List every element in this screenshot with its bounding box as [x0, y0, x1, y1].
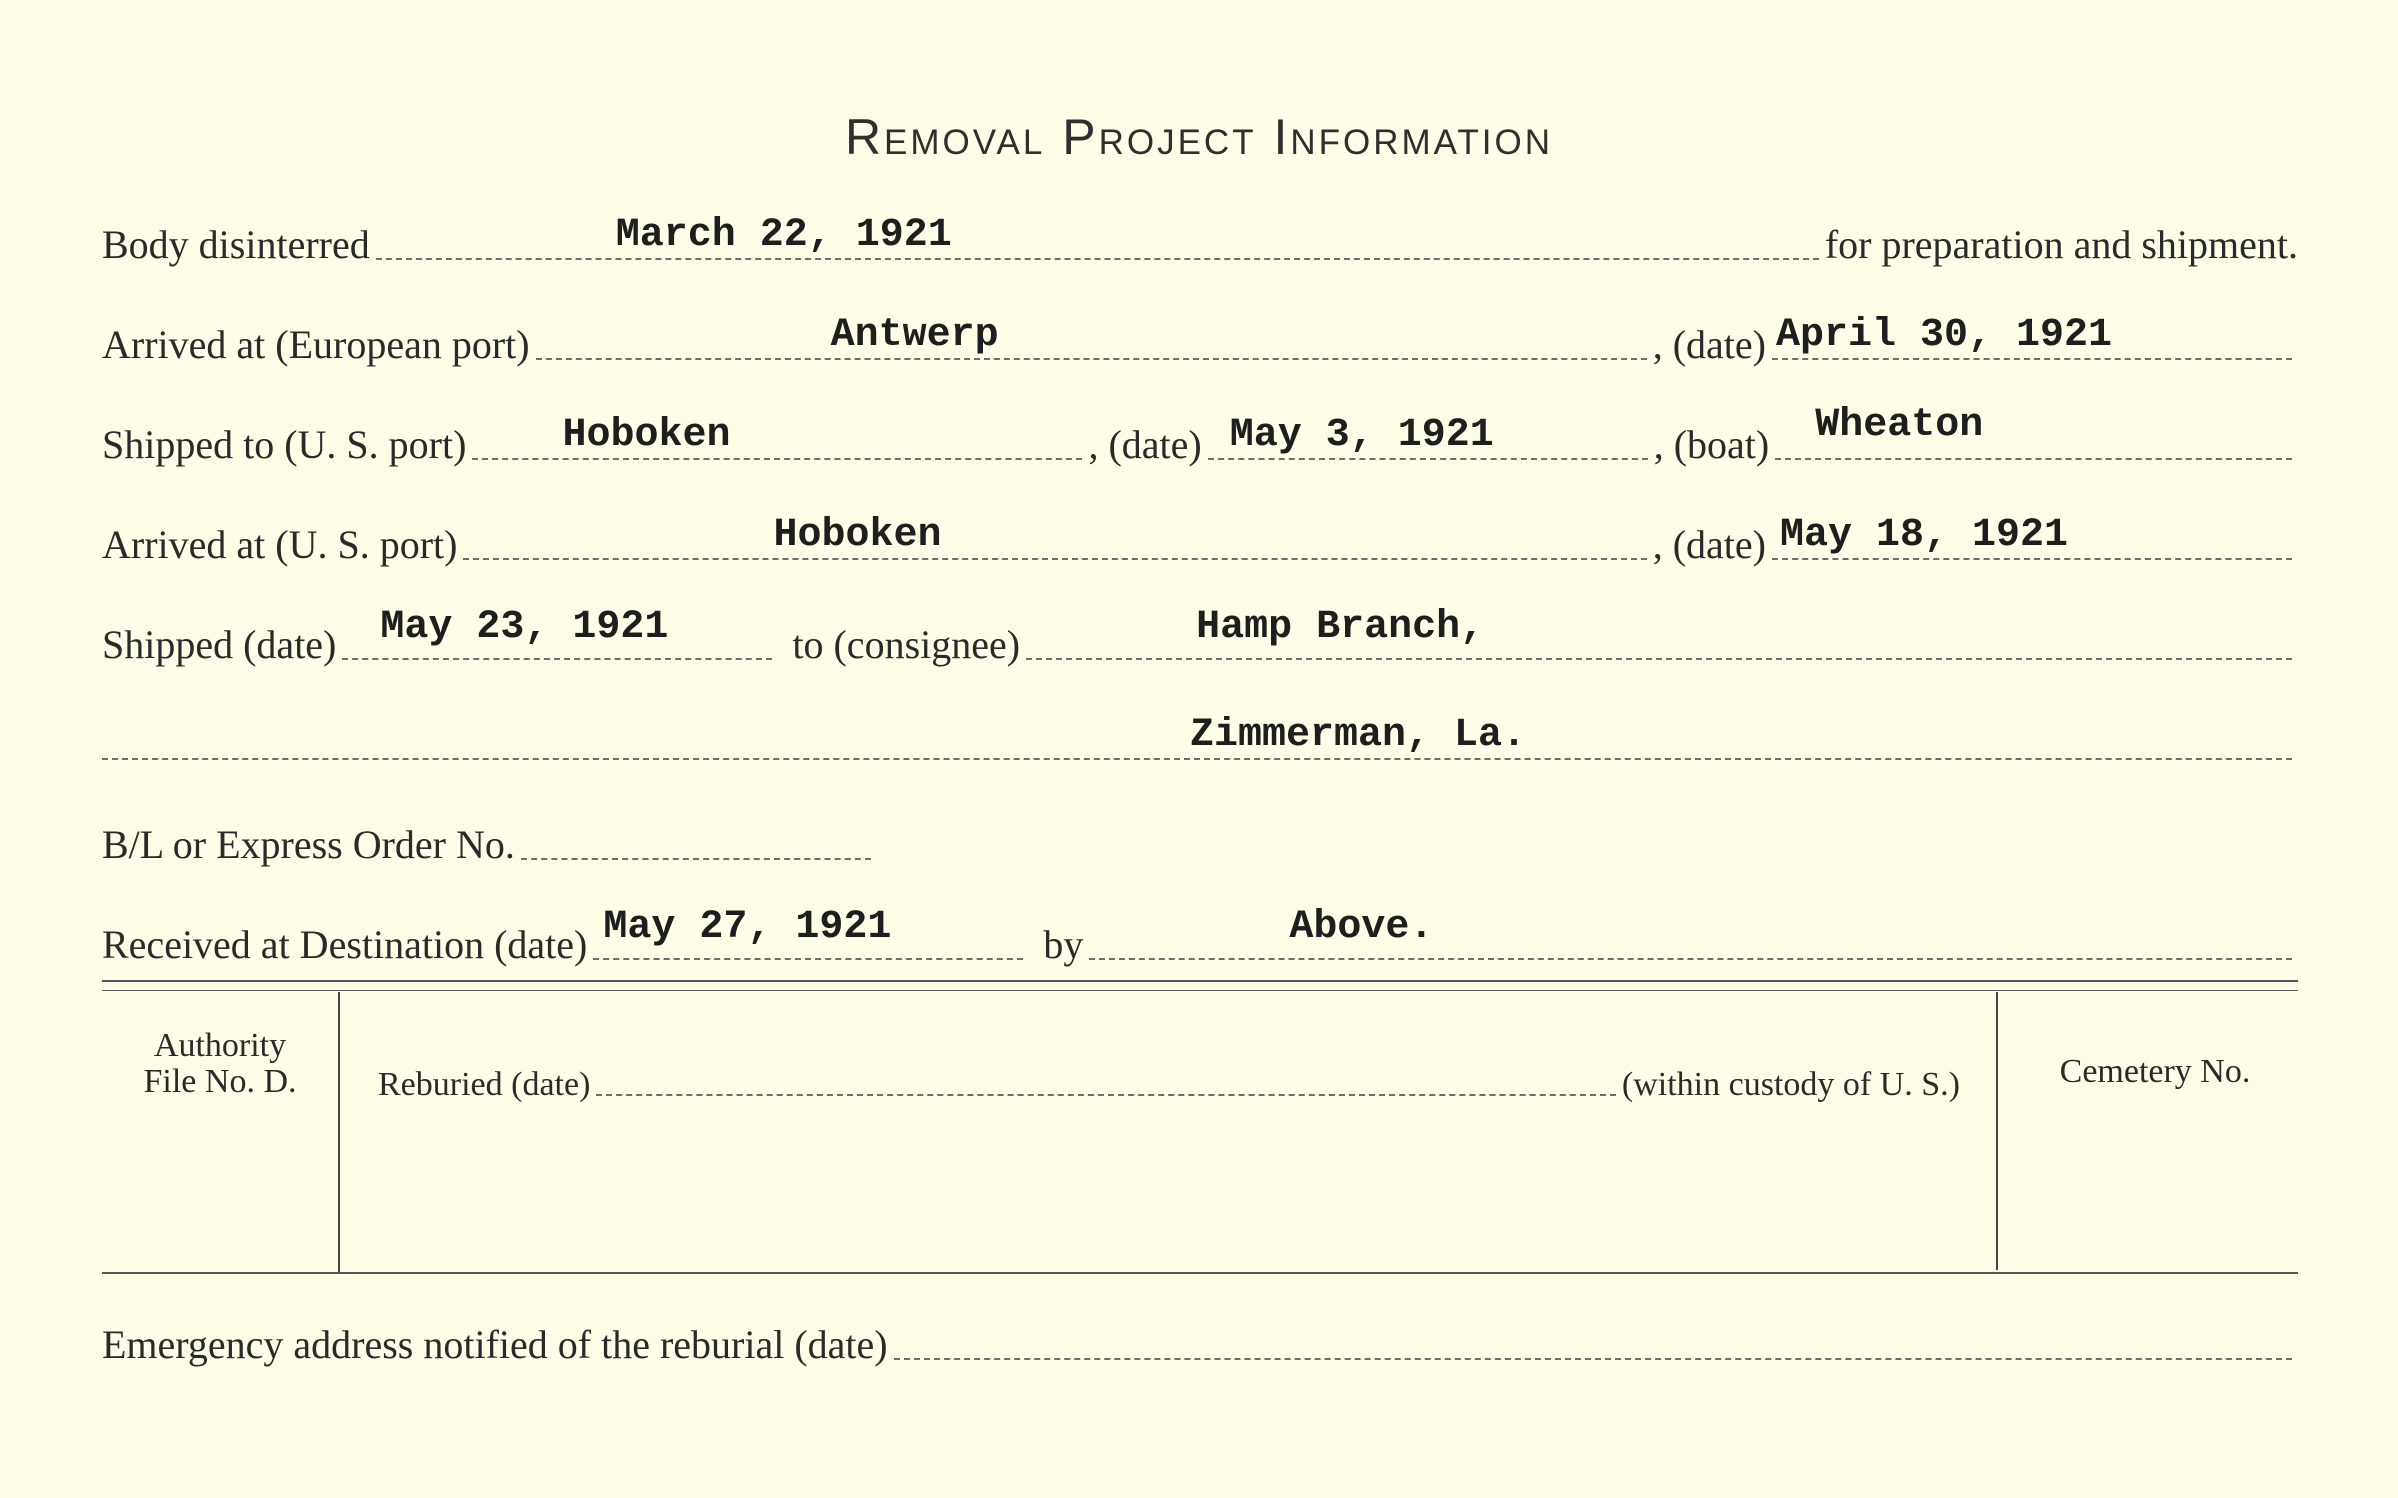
- custody-label: (within custody of U. S.): [1621, 1066, 1960, 1103]
- received-by-value: Above.: [1289, 905, 1434, 950]
- arrived-european-label: Arrived at (European port): [102, 322, 530, 367]
- arrived-us-port-field[interactable]: [463, 506, 1646, 560]
- arrived-european-port-field[interactable]: [536, 306, 1647, 360]
- shipped-us-date-field[interactable]: [1208, 406, 1648, 460]
- shipped-us-boat-label: , (boat): [1653, 422, 1770, 467]
- emergency-label: Emergency address notified of the reburial (date): [102, 1322, 888, 1367]
- row-consignee-line2: [102, 710, 2298, 770]
- row-bl: [102, 810, 2298, 870]
- consignee-line2-field[interactable]: [102, 706, 2292, 760]
- arrived-us-port-value: Hoboken: [773, 513, 942, 558]
- arrived-us-label: Arrived at (U. S. port): [102, 522, 458, 567]
- shipped-us-date-value: May 3, 1921: [1229, 413, 1494, 458]
- row-received: [102, 905, 2298, 970]
- emergency-date-field[interactable]: [894, 1306, 2292, 1360]
- arrived-european-date-value: April 30, 1921: [1776, 313, 2113, 358]
- shipped-date-label: Shipped (date): [102, 622, 337, 667]
- authority-line2: File No. D.: [143, 1063, 297, 1100]
- arrived-us-date-field[interactable]: [1772, 506, 2292, 560]
- arrived-european-date-label: , (date): [1652, 322, 1766, 367]
- arrived-us-date-label: , (date): [1652, 522, 1766, 567]
- box-divider-right: [1996, 992, 1998, 1270]
- box-bottom-rule: [102, 1272, 2298, 1274]
- shipped-date-value: May 23, 1921: [380, 605, 669, 650]
- shipped-us-date-label: , (date): [1088, 422, 1202, 467]
- arrived-european-date-field[interactable]: [1772, 306, 2292, 360]
- body-disinterred-label: Body disinterred: [102, 222, 370, 267]
- received-date-field[interactable]: [593, 906, 1023, 960]
- row-reburied: [378, 1046, 1960, 1106]
- authority-line1: Authority: [153, 1027, 287, 1064]
- row-shipped: [102, 605, 2298, 670]
- cemetery-label: Cemetery No.: [2059, 1053, 2251, 1090]
- consignee-value: Hamp Branch,: [1196, 605, 1485, 650]
- reburied-label: Reburied (date): [378, 1066, 591, 1103]
- reburied-date-field[interactable]: [596, 1054, 1616, 1096]
- box-divider-left: [338, 992, 340, 1272]
- received-label: Received at Destination (date): [102, 922, 588, 967]
- shipped-us-boat-value: Wheaton: [1815, 403, 1984, 448]
- received-by-label: by: [1043, 922, 1084, 967]
- row-emergency: [102, 1310, 2298, 1370]
- consignee-line2-value: Zimmerman, La.: [1190, 713, 1527, 758]
- shipped-us-port-value: Hoboken: [562, 413, 731, 458]
- body-disinterred-value: March 22, 1921: [615, 213, 952, 258]
- double-rule-bottom: [102, 990, 2298, 991]
- bl-label: B/L or Express Order No.: [102, 822, 515, 867]
- shipped-us-port-field[interactable]: [472, 406, 1082, 460]
- shipped-us-label: Shipped to (U. S. port): [102, 422, 467, 467]
- row-shipped-us: [102, 403, 2298, 470]
- arrived-us-date-value: May 18, 1921: [1780, 513, 2069, 558]
- double-rule-top: [102, 980, 2298, 982]
- authority-label: [120, 1028, 320, 1100]
- bl-field[interactable]: [521, 806, 871, 860]
- shipped-date-field[interactable]: [342, 606, 772, 660]
- row-body-disinterred: [102, 210, 2298, 270]
- consignee-field[interactable]: [1026, 606, 2292, 660]
- body-disinterred-field[interactable]: [376, 206, 1819, 260]
- row-arrived-european: [102, 310, 2298, 370]
- arrived-european-port-value: Antwerp: [830, 313, 999, 358]
- received-by-field[interactable]: [1089, 906, 2292, 960]
- row-arrived-us: [102, 510, 2298, 570]
- consignee-label: to (consignee): [792, 622, 1021, 667]
- received-date-value: May 27, 1921: [603, 905, 892, 950]
- form-title: Removal Project Information: [844, 109, 1554, 165]
- shipped-us-boat-field[interactable]: [1775, 403, 2292, 460]
- body-disinterred-suffix: for preparation and shipment.: [1824, 222, 2298, 267]
